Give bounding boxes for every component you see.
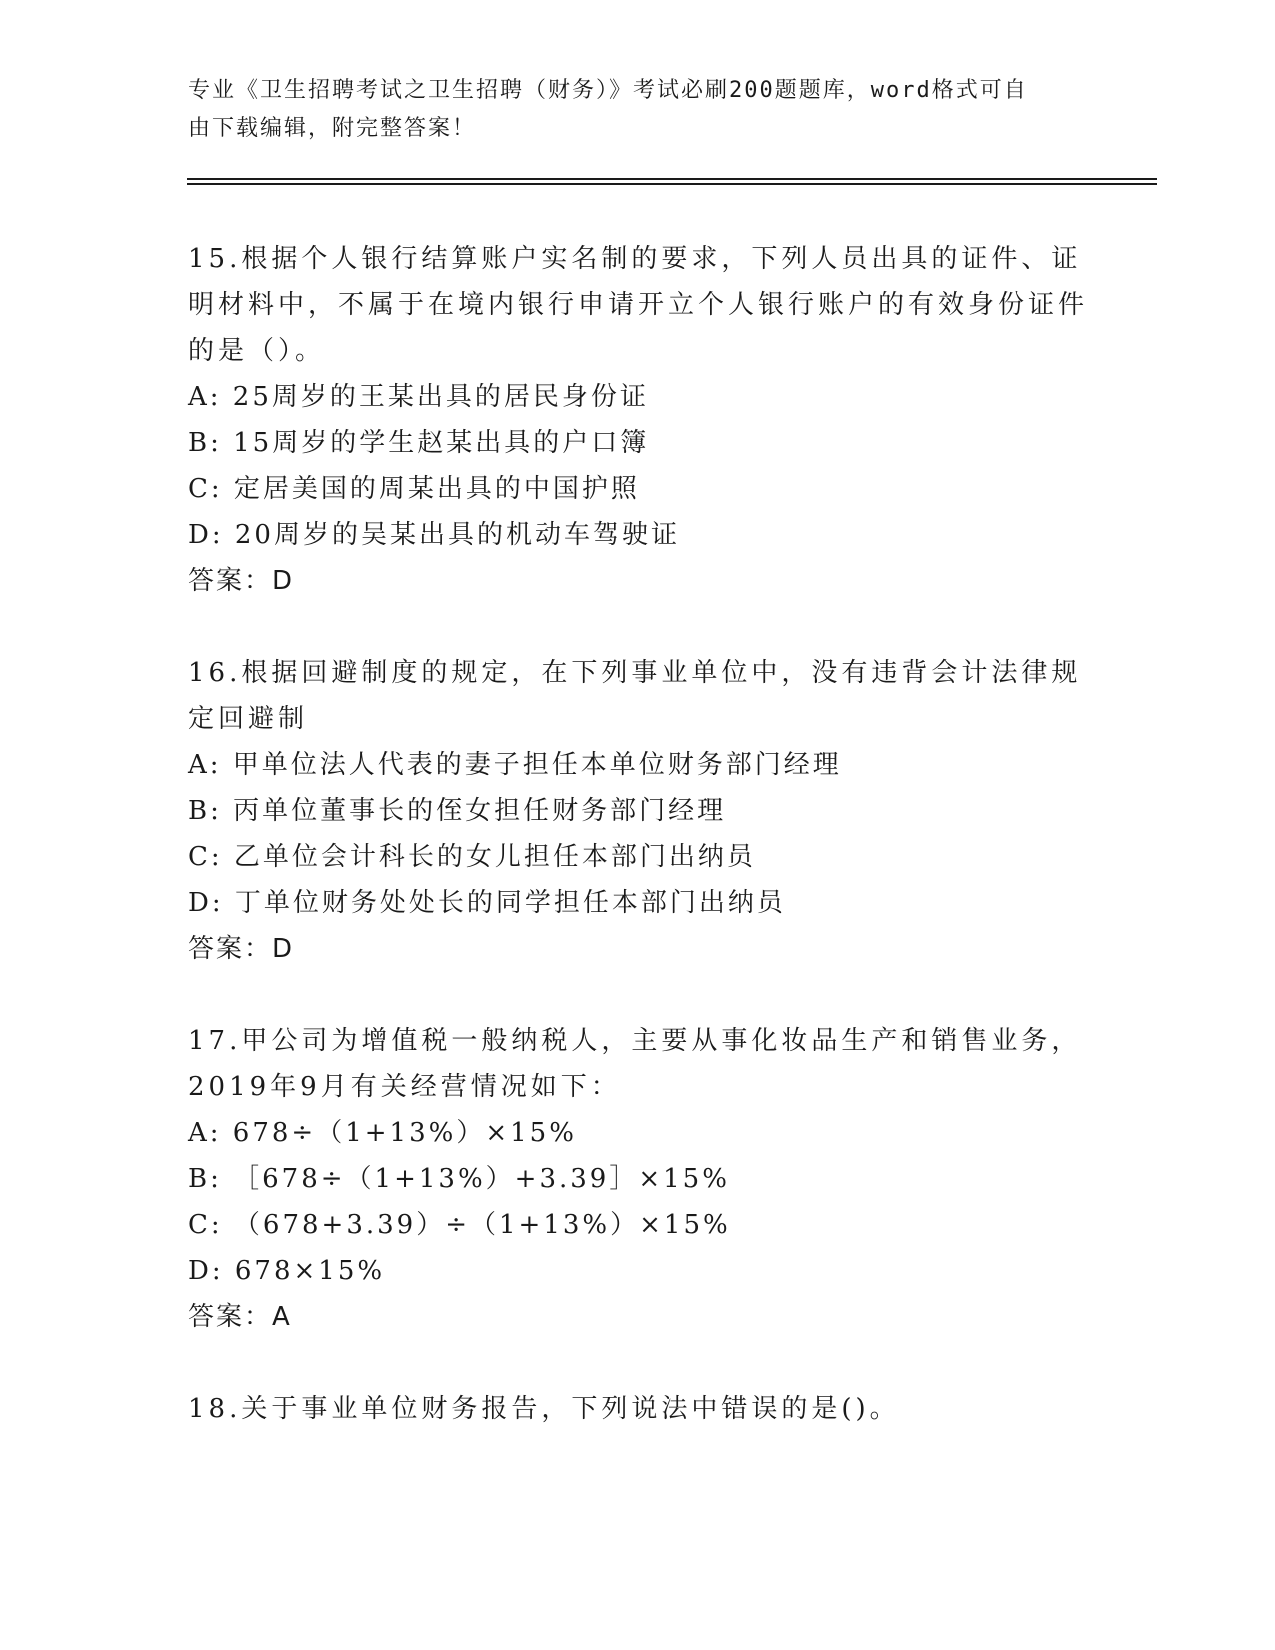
option-b: B: ［678÷（1+13%）+3.39］×15% — [188, 1164, 730, 1194]
question-text: 17.甲公司为增值税一般纳税人，主要从事化妆品生产和销售业务，2019年9月有关经营情况如下： — [188, 1026, 1082, 1102]
option-a: A: 25周岁的王某出具的居民身份证 — [188, 382, 649, 412]
option-a: A: 678÷（1+13%）×15% — [188, 1118, 577, 1148]
question-list — [188, 236, 1088, 1478]
question-text: 15.根据个人银行结算账户实名制的要求，下列人员出具的证件、证明材料中，不属于在境内银行申请开立个人银行账户的有效身份证件的是（）。 — [188, 244, 1089, 366]
option-b: B: 15周岁的学生赵某出具的户口簿 — [188, 428, 650, 458]
question-text: 16.根据回避制度的规定，在下列事业单位中，没有违背会计法律规定回避制 — [188, 658, 1082, 734]
option-b: B: 丙单位董事长的侄女担任财务部门经理 — [188, 796, 727, 826]
option-c: C: 定居美国的周某出具的中国护照 — [188, 474, 640, 504]
question-15 — [188, 236, 1088, 604]
answer-text: 答案：D — [188, 934, 295, 964]
question-18 — [188, 1386, 1088, 1432]
option-c: C: （678+3.39）÷（1+13%）×15% — [188, 1210, 731, 1240]
answer-text: 答案：D — [188, 566, 295, 596]
question-16 — [188, 650, 1088, 972]
option-d: D: 20周岁的吴某出具的机动车驾驶证 — [188, 520, 680, 550]
option-c: C: 乙单位会计科长的女儿担任本部门出纳员 — [188, 842, 756, 872]
answer-text: 答案：A — [188, 1302, 292, 1332]
option-d: D: 丁单位财务处处长的同学担任本部门出纳员 — [188, 888, 786, 918]
header-line-1: 专业《卫生招聘考试之卫生招聘（财务）》考试必刷200题题库，word格式可自 — [188, 78, 1028, 103]
header-divider-top — [187, 178, 1157, 180]
header-divider-bottom — [187, 183, 1157, 185]
question-text: 18.关于事业单位财务报告，下列说法中错误的是()。 — [188, 1394, 900, 1424]
document-header — [188, 72, 1088, 148]
option-a: A: 甲单位法人代表的妻子担任本单位财务部门经理 — [188, 750, 842, 780]
header-line-2: 由下载编辑，附完整答案！ — [188, 116, 477, 141]
option-d: D: 678×15% — [188, 1256, 386, 1286]
question-17 — [188, 1018, 1088, 1340]
